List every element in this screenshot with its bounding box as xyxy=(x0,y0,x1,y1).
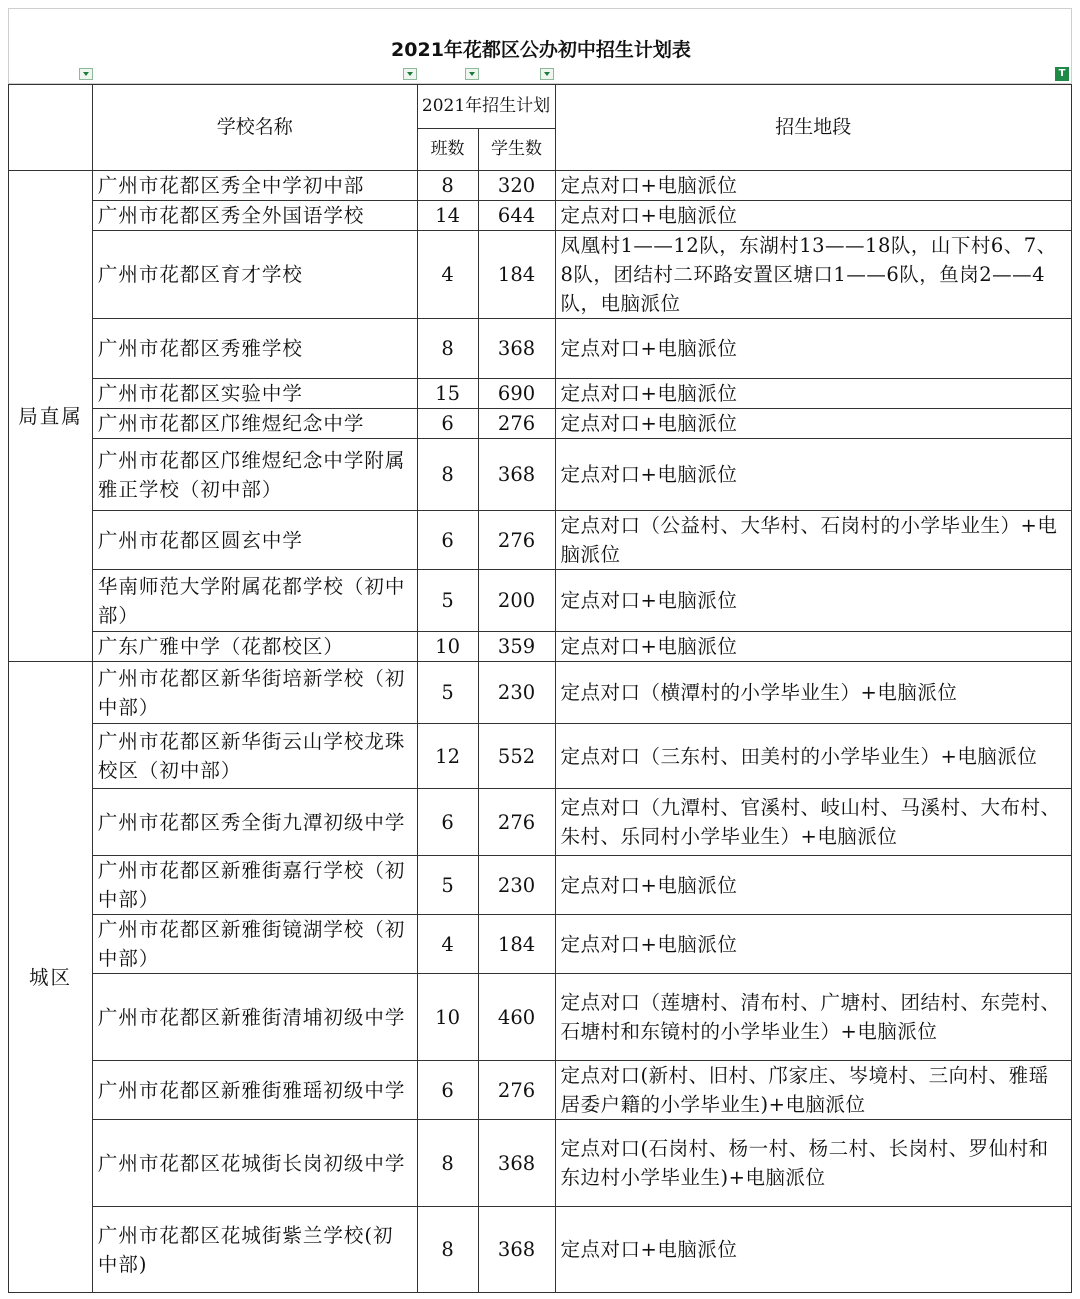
area-cell: 定点对口+电脑派位 xyxy=(555,632,1072,662)
school-name-cell: 广州市花都区秀全外国语学校 xyxy=(92,201,417,231)
school-name-cell: 广州市花都区育才学校 xyxy=(92,231,417,319)
table-row xyxy=(9,789,1072,856)
school-name-cell: 广州市花都区邝维煜纪念中学 xyxy=(92,409,417,439)
filter-toggle-icon[interactable]: T xyxy=(1055,67,1069,81)
school-name-cell: 广州市花都区圆玄中学 xyxy=(92,511,417,570)
students-cell: 276 xyxy=(478,409,555,439)
students-cell: 368 xyxy=(478,319,555,379)
area-cell: 定点对口+电脑派位 xyxy=(555,409,1072,439)
students-cell: 320 xyxy=(478,171,555,201)
area-cell: 定点对口+电脑派位 xyxy=(555,379,1072,409)
area-cell: 定点对口+电脑派位 xyxy=(555,439,1072,511)
school-name-cell: 广州市花都区新雅街镜湖学校（初中部） xyxy=(92,915,417,974)
students-cell: 644 xyxy=(478,201,555,231)
students-cell: 230 xyxy=(478,856,555,915)
school-name-cell: 广州市花都区邝维煜纪念中学附属雅正学校（初中部） xyxy=(92,439,417,511)
table-row xyxy=(9,915,1072,974)
area-cell: 定点对口+电脑派位 xyxy=(555,201,1072,231)
table-row xyxy=(9,570,1072,632)
classes-cell: 4 xyxy=(417,231,478,319)
filter-dropdown-icon[interactable] xyxy=(79,68,93,80)
students-cell: 230 xyxy=(478,662,555,724)
header-students: 学生数 xyxy=(478,129,555,171)
classes-cell: 4 xyxy=(417,915,478,974)
school-name-cell: 广州市花都区新雅街雅瑶初级中学 xyxy=(92,1061,417,1120)
area-cell: 定点对口+电脑派位 xyxy=(555,915,1072,974)
table-row xyxy=(9,724,1072,789)
page-title: 2021年花都区公办初中招生计划表 xyxy=(391,39,691,61)
area-cell: 定点对口（三东村、田美村的小学毕业生）+电脑派位 xyxy=(555,724,1072,789)
classes-cell: 14 xyxy=(417,201,478,231)
area-cell: 定点对口+电脑派位 xyxy=(555,319,1072,379)
table-row xyxy=(9,379,1072,409)
classes-cell: 6 xyxy=(417,409,478,439)
students-cell: 184 xyxy=(478,915,555,974)
students-cell: 368 xyxy=(478,1207,555,1293)
area-cell: 定点对口+电脑派位 xyxy=(555,570,1072,632)
header-corner-cell xyxy=(9,85,93,171)
classes-cell: 6 xyxy=(417,511,478,570)
area-cell: 定点对口+电脑派位 xyxy=(555,171,1072,201)
table-row xyxy=(9,201,1072,231)
classes-cell: 10 xyxy=(417,632,478,662)
table-row xyxy=(9,974,1072,1061)
area-cell: 定点对口（横潭村的小学毕业生）+电脑派位 xyxy=(555,662,1072,724)
area-cell: 定点对口+电脑派位 xyxy=(555,856,1072,915)
classes-cell: 10 xyxy=(417,974,478,1061)
classes-cell: 8 xyxy=(417,319,478,379)
classes-cell: 5 xyxy=(417,662,478,724)
area-cell: 定点对口(石岗村、杨一村、杨二村、长岗村、罗仙村和东边村小学毕业生)+电脑派位 xyxy=(555,1120,1072,1207)
school-name-cell: 广州市花都区秀全中学初中部 xyxy=(92,171,417,201)
filter-dropdown-icon[interactable] xyxy=(465,68,479,80)
classes-cell: 15 xyxy=(417,379,478,409)
category-cell: 局直属 xyxy=(9,171,93,662)
students-cell: 276 xyxy=(478,511,555,570)
header-school-name: 学校名称 xyxy=(92,85,417,171)
classes-cell: 5 xyxy=(417,570,478,632)
students-cell: 690 xyxy=(478,379,555,409)
school-name-cell: 华南师范大学附属花都学校（初中部） xyxy=(92,570,417,632)
classes-cell: 8 xyxy=(417,171,478,201)
school-name-cell: 广州市花都区实验中学 xyxy=(92,379,417,409)
title-row xyxy=(8,8,1072,84)
classes-cell: 8 xyxy=(417,439,478,511)
filter-dropdown-icon[interactable] xyxy=(403,68,417,80)
students-cell: 184 xyxy=(478,231,555,319)
school-name-cell: 广州市花都区新雅街嘉行学校（初中部） xyxy=(92,856,417,915)
category-cell: 城区 xyxy=(9,662,93,1293)
classes-cell: 12 xyxy=(417,724,478,789)
table-row xyxy=(9,231,1072,319)
students-cell: 368 xyxy=(478,439,555,511)
header-plan: 2021年招生计划 xyxy=(417,85,555,129)
header-classes: 班数 xyxy=(417,129,478,171)
classes-cell: 6 xyxy=(417,1061,478,1120)
table-row xyxy=(9,409,1072,439)
filter-dropdown-icon[interactable] xyxy=(540,68,554,80)
table-row xyxy=(9,511,1072,570)
students-cell: 359 xyxy=(478,632,555,662)
table-row xyxy=(9,856,1072,915)
spreadsheet xyxy=(8,8,1072,1291)
area-cell: 定点对口+电脑派位 xyxy=(555,1207,1072,1293)
table-row xyxy=(9,1061,1072,1120)
area-cell: 定点对口（公益村、大华村、石岗村的小学毕业生）+电脑派位 xyxy=(555,511,1072,570)
table-row xyxy=(9,439,1072,511)
table-row xyxy=(9,1207,1072,1293)
students-cell: 368 xyxy=(478,1120,555,1207)
school-name-cell: 广州市花都区秀全街九潭初级中学 xyxy=(92,789,417,856)
area-cell: 凤凰村1——12队，东湖村13——18队，山下村6、7、8队，团结村二环路安置区塘口1——6队，鱼岗2——4队，电脑派位 xyxy=(555,231,1072,319)
school-name-cell: 广州市花都区新华街云山学校龙珠校区（初中部） xyxy=(92,724,417,789)
table-row xyxy=(9,319,1072,379)
students-cell: 552 xyxy=(478,724,555,789)
area-cell: 定点对口（莲塘村、清布村、广塘村、团结村、东莞村、石塘村和东镜村的小学毕业生）+电脑派位 xyxy=(555,974,1072,1061)
students-cell: 276 xyxy=(478,789,555,856)
students-cell: 460 xyxy=(478,974,555,1061)
classes-cell: 8 xyxy=(417,1120,478,1207)
school-name-cell: 广州市花都区花城街长岗初级中学 xyxy=(92,1120,417,1207)
area-cell: 定点对口(新村、旧村、邝家庄、岑境村、三向村、雅瑶居委户籍的小学毕业生)+电脑派位 xyxy=(555,1061,1072,1120)
school-name-cell: 广州市花都区秀雅学校 xyxy=(92,319,417,379)
area-cell: 定点对口（九潭村、官溪村、岐山村、马溪村、大布村、朱村、乐同村小学毕业生）+电脑派位 xyxy=(555,789,1072,856)
table-row xyxy=(9,171,1072,201)
classes-cell: 8 xyxy=(417,1207,478,1293)
students-cell: 276 xyxy=(478,1061,555,1120)
school-name-cell: 广州市花都区花城街紫兰学校(初中部) xyxy=(92,1207,417,1293)
classes-cell: 6 xyxy=(417,789,478,856)
header-area: 招生地段 xyxy=(555,85,1072,171)
school-name-cell: 广东广雅中学（花都校区） xyxy=(92,632,417,662)
table-row xyxy=(9,1120,1072,1207)
school-name-cell: 广州市花都区新雅街清埔初级中学 xyxy=(92,974,417,1061)
students-cell: 200 xyxy=(478,570,555,632)
classes-cell: 5 xyxy=(417,856,478,915)
school-name-cell: 广州市花都区新华街培新学校（初中部） xyxy=(92,662,417,724)
